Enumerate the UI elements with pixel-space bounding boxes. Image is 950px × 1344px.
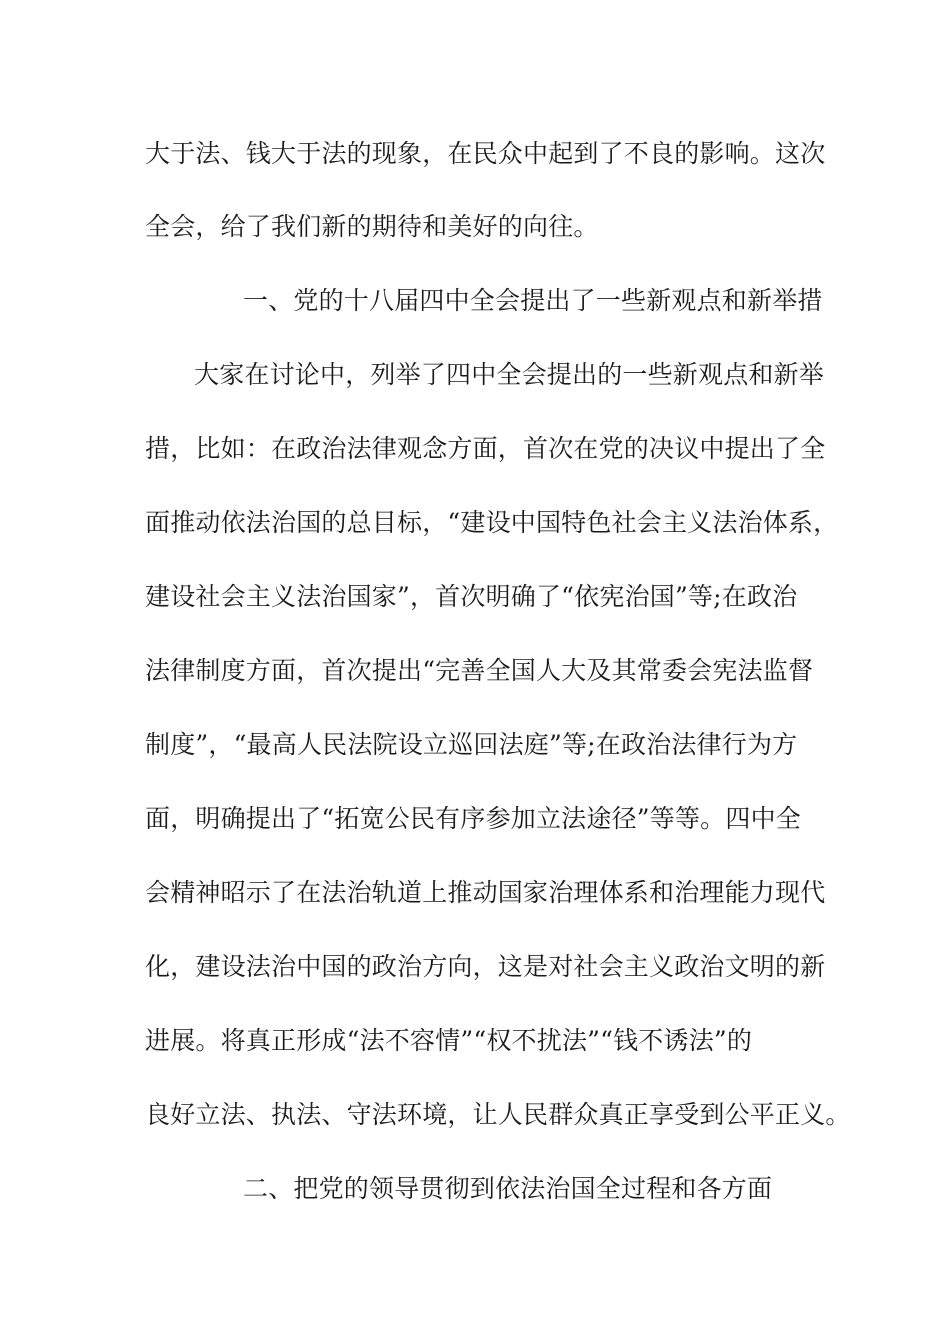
body-line: 全会，给了我们新的期待和美好的向往。 [145,212,599,241]
body-line: 化，建设法治中国的政治方向，这是对社会主义政治文明的新 [145,952,826,981]
body-line: 良好立法、执法、守法环境，让人民群众真正享受到公平正义。 [145,1100,851,1129]
body-line: 会精神昭示了在法治轨道上推动国家治理体系和治理能力现代 [145,878,826,907]
body-line: 进展。将真正形成“法不容情”“权不扰法”“钱不诱法”的 [145,1026,753,1055]
body-line: 措，比如：在政治法律观念方面，首次在党的决议中提出了全 [145,434,826,463]
paragraph-first-line: 大家在讨论中，列举了四中全会提出的一些新观点和新举 [194,360,825,389]
section-heading-2: 二、把党的领导贯彻到依法治国全过程和各方面 [243,1174,773,1203]
body-line: 建设社会主义法治国家”，首次明确了“依宪治国”等;在政治 [145,582,798,611]
body-line: 法律制度方面，首次提出“完善全国人大及其常委会宪法监督 [145,656,814,685]
body-line: 制度”，“最高人民法院设立巡回法庭”等;在政治法律行为方 [145,730,798,759]
body-line: 面推动依法治国的总目标，“建设中国特色社会主义法治体系， [145,508,839,537]
body-line: 大于法、钱大于法的现象，在民众中起到了不良的影响。这次 [145,139,826,168]
section-heading-1: 一、党的十八届四中全会提出了一些新观点和新举措 [243,286,823,315]
body-line: 面，明确提出了“拓宽公民有序参加立法途径”等等。四中全 [145,804,801,833]
